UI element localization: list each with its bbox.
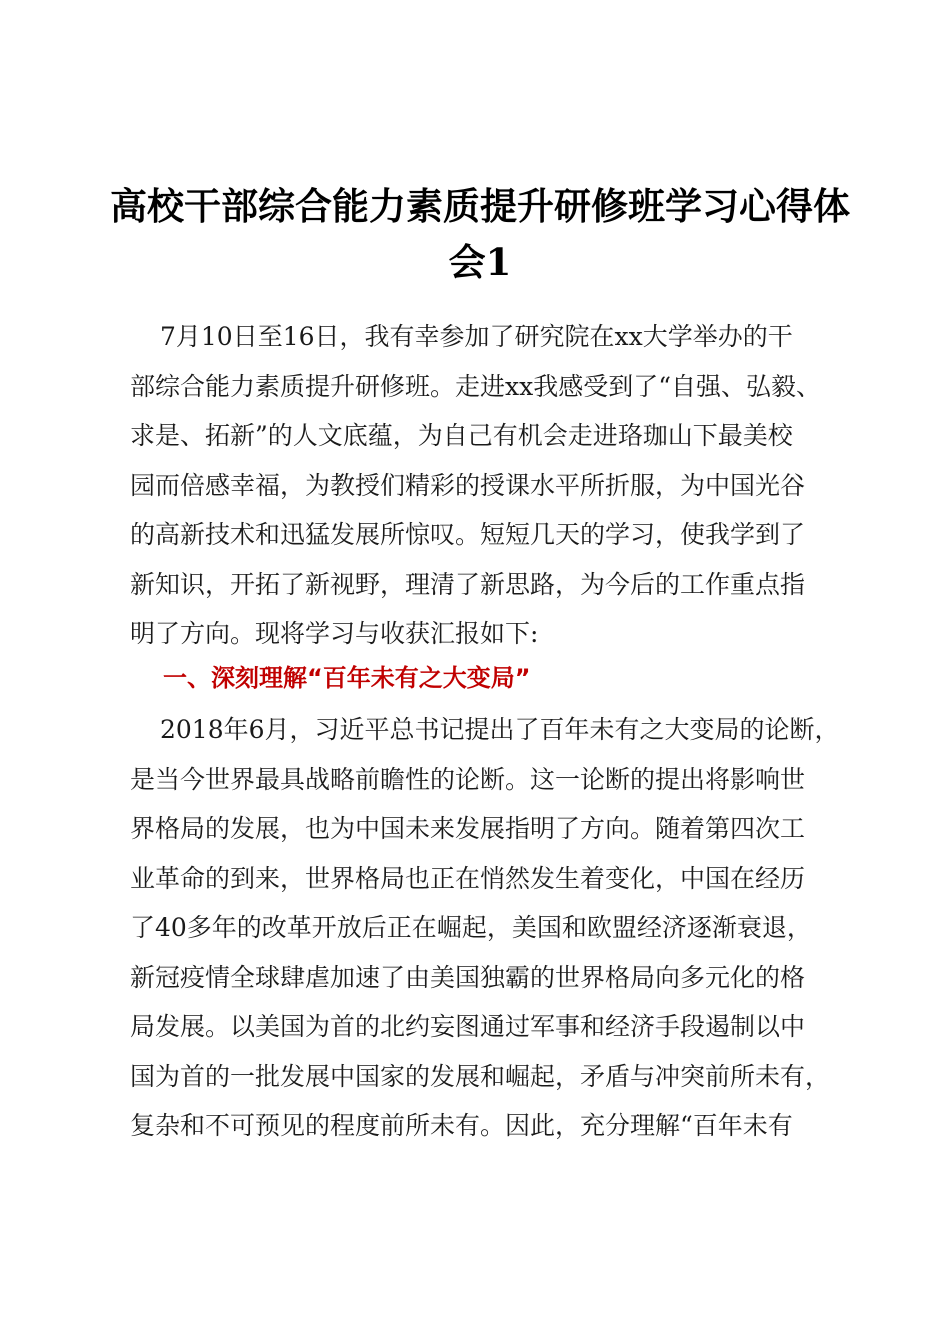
paragraph-line: 园而倍感幸福，为教授们精彩的授课水平所折服，为中国光谷 xyxy=(130,470,806,500)
paragraph-line: 的高新技术和迅猛发展所惊叹。短短几天的学习，使我学到了 xyxy=(130,520,806,549)
paragraph-line: 7月10日至16日，我有幸参加了研究院在xx大学举办的干 xyxy=(160,322,793,351)
paragraph-line: 新冠疫情全球肆虐加速了由美国独霸的世界格局向多元化的格 xyxy=(130,962,806,992)
paragraph-line: 界格局的发展，也为中国未来发展指明了方向。随着第四次工 xyxy=(130,814,806,843)
paragraph-line: 明了方向。现将学习与收获汇报如下: xyxy=(130,619,539,648)
title-line-2: 会1 xyxy=(448,240,512,284)
section-paragraph xyxy=(130,705,840,1151)
paragraph-line: 了40多年的改革开放后正在崛起，美国和欧盟经济逐渐衰退， xyxy=(130,913,812,942)
paragraph-line: 业革命的到来，世界格局也正在悄然发生着变化，中国在经历 xyxy=(130,863,806,893)
paragraph-line: 局发展。以美国为首的北约妄图通过军事和经济手段遏制以中 xyxy=(130,1012,806,1041)
paragraph-line: 是当今世界最具战略前瞻性的论断。这一论断的提出将影响世 xyxy=(130,764,806,794)
paragraph-line: 新知识，开拓了新视野，理清了新思路，为今后的工作重点指 xyxy=(130,569,806,599)
paragraph-line: 2018年6月，习近平总书记提出了百年未有之大变局的论断， xyxy=(160,715,840,744)
document-title xyxy=(100,178,860,290)
paragraph-line: 求是、拓新”的人文底蕴，为自己有机会走进珞珈山下最美校 xyxy=(130,421,793,450)
paragraph-line: 部综合能力素质提升研修班。走进xx我感受到了“自强、弘毅、 xyxy=(130,371,821,401)
section-heading: 一、深刻理解“百年未有之大变局” xyxy=(163,664,531,692)
title-line-1: 高校干部综合能力素质提升研修班学习心得体 xyxy=(110,184,850,228)
paragraph-line: 国为首的一批发展中国家的发展和崛起，矛盾与冲突前所未有， xyxy=(130,1061,831,1091)
intro-paragraph xyxy=(130,312,830,659)
paragraph-line: 复杂和不可预见的程度前所未有。因此，充分理解“百年未有 xyxy=(130,1111,793,1140)
